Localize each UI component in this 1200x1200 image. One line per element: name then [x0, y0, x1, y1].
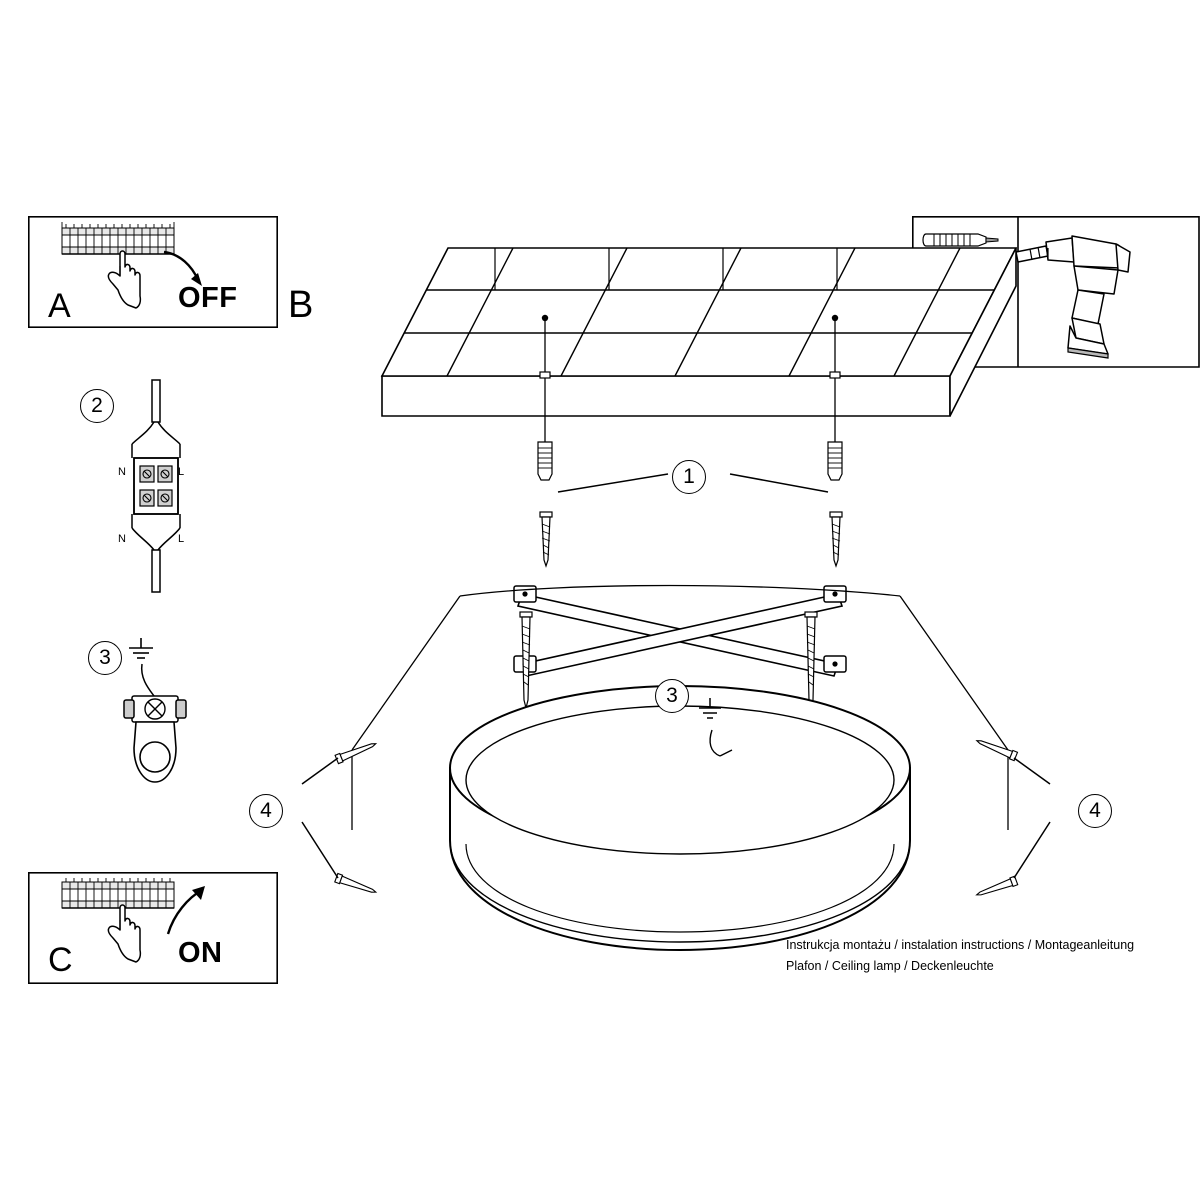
step-marker-4-screws-right: 4 — [1078, 794, 1112, 828]
caption-line-1: Instrukcja montażu / instalation instructions / Montageanleitung — [786, 938, 1135, 952]
hand-pointing-icon-c — [102, 900, 146, 966]
step-marker-1-anchors: 1 — [672, 460, 706, 494]
caption-block — [786, 935, 1176, 976]
caption-line-2: Plafon / Ceiling lamp / Deckenleuchte — [786, 958, 994, 973]
panel-a-letter: A — [48, 287, 71, 325]
panel-c-letter: C — [48, 941, 73, 979]
earth-terminal-assembly — [114, 662, 200, 798]
panel-a-action-label: OFF — [178, 282, 238, 314]
step-marker-3-earth: 3 — [88, 641, 122, 675]
main-assembly-diagram — [300, 190, 1200, 1010]
wire-label-n-bottom: N — [118, 533, 126, 545]
panel-c-action-label: ON — [178, 937, 223, 969]
panel-b-letter: B — [288, 284, 314, 326]
terminal-connector — [108, 378, 204, 594]
step-marker-2-wiring: 2 — [80, 389, 114, 423]
curved-arrow-icon-c — [158, 884, 212, 942]
step-marker-4-screws-left: 4 — [249, 794, 283, 828]
step-marker-3-earth-connect: 3 — [655, 679, 689, 713]
hand-pointing-icon — [102, 246, 146, 312]
wire-label-n-top: N — [118, 466, 126, 478]
wire-label-l-top: L — [178, 466, 185, 478]
wire-label-l-bottom: L — [178, 533, 185, 545]
